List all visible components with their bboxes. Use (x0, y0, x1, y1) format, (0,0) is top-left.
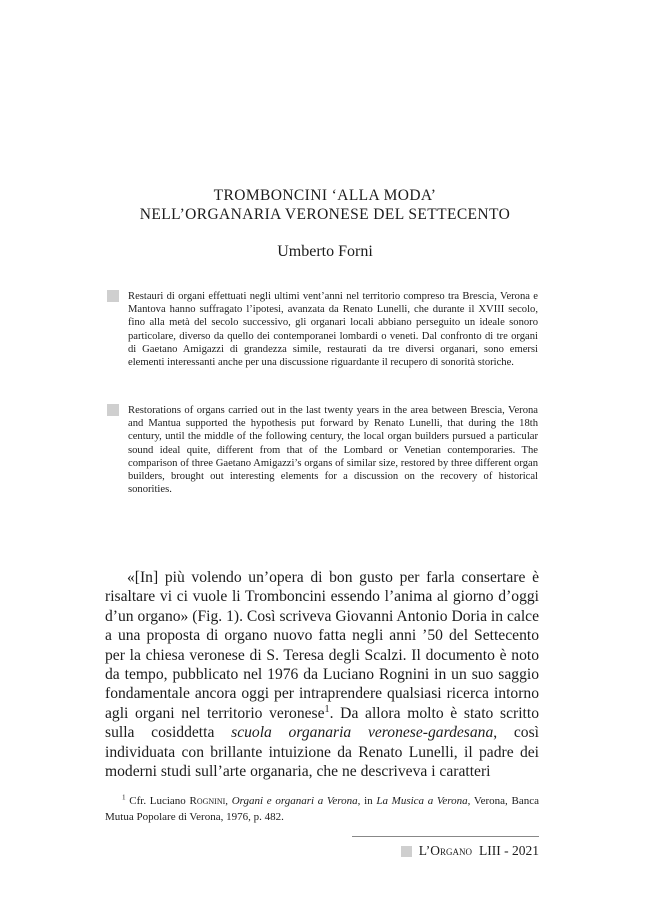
abstract-marker-square-icon (107, 290, 119, 302)
italic-term: scuola organaria veronese-gardesana (231, 724, 494, 742)
footer-rule (352, 836, 539, 837)
footnote-suffix: , Verona, Banca Mutua Popolare di Verona, 1976, p. 482. (105, 795, 539, 823)
journal-issue: LIII - 2021 (479, 843, 539, 858)
body-text-part-3: , così individuata con brillante intuizione da Renato Lunelli, il padre dei moderni studi sull’arte organaria, che ne descriveva i caratteri (105, 724, 539, 781)
author-name: Umberto Forni (277, 243, 373, 260)
footnote-prefix: Cfr. Luciano (129, 795, 190, 807)
footnote-author: Rognini (189, 795, 226, 807)
footnote-mid: , in (357, 795, 377, 807)
abstract-italian: Restauri di organi effettuati negli ultimi vent’anni nel territorio compreso tra Brescia, Verona e Mantova hanno suffragato l’ipotesi, avanzata da Renato Lunelli, che durante il XVIII secolo, fino alla metà del secolo successivo, gli organari locali abbiano perseguito un ideale sonoro particolare, diverso da quello dei contemporanei lombardi o veneti. Dal confronto di tre organi di Gaetano Amigazzi di grandezza simile, restaurati da tre diversi organari, sono emersi elementi interessanti anche per una discussione riguardante il recupero di sonorità storiche. (128, 291, 538, 369)
footer-square-icon (401, 846, 412, 857)
footnote-book: La Musica a Verona (376, 795, 468, 807)
footnote-sep: , (225, 795, 232, 807)
abstract-english: Restorations of organs carried out in the last twenty years in the area between Brescia, Verona and Mantua supported the hypothesis put forward by Renato Lunelli, that during the 18th century, until the middle of the following century, the local organ builders pursued a particular sound ideal quite, different from that of the Lombard or Venetian contemporaries. The comparison of three Gaetano Amigazzi’s organs of similar size, restored by three different organ builders, brought out interesting elements for a discussion on the recovery of historical sonorities. (128, 405, 538, 496)
footnote-number: 1 (122, 793, 126, 802)
body-paragraph (105, 568, 539, 781)
footnote (105, 793, 539, 825)
body-text-part-2: . Da allora molto è stato scritto sulla cosiddetta (105, 704, 539, 742)
footnote-title: Organi e organari a Verona (231, 795, 358, 807)
journal-name: L’Organo (418, 843, 473, 858)
article-title (60, 186, 590, 224)
running-footer (401, 843, 539, 859)
title-line-1: TROMBONCINI ‘ALLA MODA’ (213, 187, 437, 204)
footnote-reference[interactable]: 1 (324, 703, 330, 715)
title-line-2: NELL’ORGANARIA VERONESE DEL SETTECENTO (139, 206, 511, 223)
abstract-marker-square-icon (107, 404, 119, 416)
body-text-part-1: «[In] più volendo un’opera di bon gusto per farla consertare è risaltare vi ci vuole li Tromboncini essendo l’anima al giorno d’oggi d’un organo» (Fig. 1). Così scriveva Giovanni Antonio Doria in calce a una proposta di organo nuovo fatta negli anni ’50 del Settecento per la chiesa veronese di S. Teresa degli Scalzi. Il documento è noto da tempo, pubblicato nel 1976 da Luciano Rognini in un suo saggio fondamentale ancora oggi per intraprendere qualsiasi ricerca intorno agli organi nel territorio veronese (105, 569, 539, 722)
